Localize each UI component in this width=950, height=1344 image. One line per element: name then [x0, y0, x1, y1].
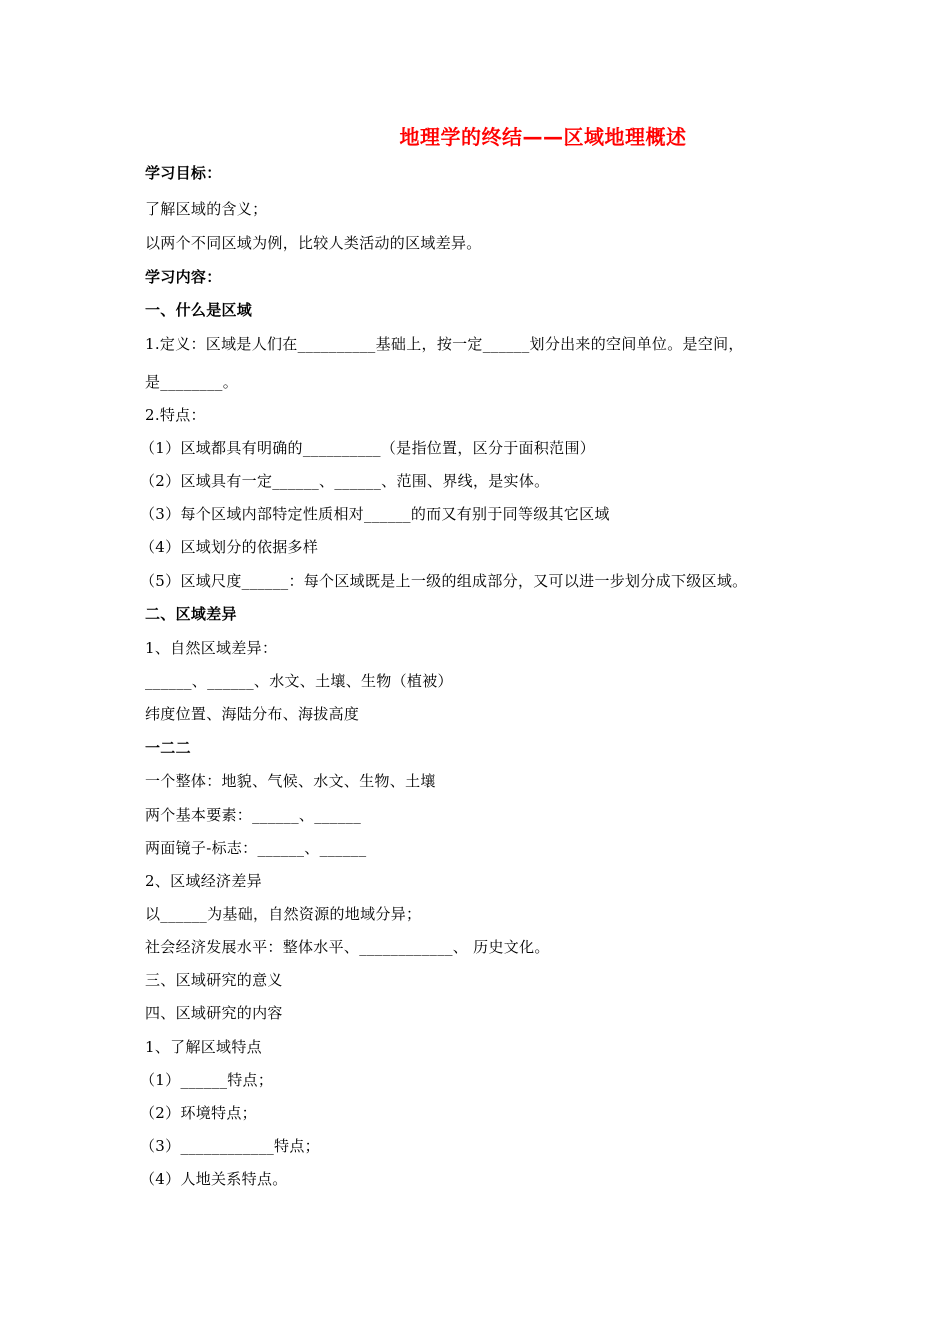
- text-line: 一二二: [145, 739, 191, 757]
- list-item: （4）区域划分的依据多样: [140, 538, 319, 556]
- text-line: 1.定义：区域是人们在__________基础上，按一定______划分出来的空间单位。是空间，: [145, 335, 744, 353]
- text-line: 四、区域研究的内容: [145, 1004, 283, 1022]
- text-line: 社会经济发展水平：整体水平、____________、 历史文化。: [145, 938, 550, 956]
- text-line: 2、区域经济差异: [145, 872, 262, 890]
- text-line: 两个基本要素：______、______: [145, 806, 362, 824]
- text-line: 2.特点：: [145, 406, 206, 424]
- list-item: （3）每个区域内部特定性质相对______的而又有别于同等级其它区域: [140, 505, 610, 523]
- text-line: 一个整体：地貌、气候、水文、生物、土壤: [145, 772, 436, 790]
- list-item: （4）人地关系特点。: [140, 1170, 288, 1188]
- text-line: 1、了解区域特点: [145, 1038, 262, 1056]
- list-item: （3）____________特点；: [140, 1137, 320, 1155]
- text-line: 是________。: [145, 373, 239, 391]
- text-line: 1、自然区域差异：: [145, 639, 278, 657]
- text-line: ______、______、水文、土壤、生物（植被）: [145, 672, 453, 690]
- text-line: 了解区域的含义；: [145, 200, 268, 218]
- list-item: （1）______特点；: [140, 1071, 274, 1089]
- text-line: 三、区域研究的意义: [145, 971, 283, 989]
- document-title: 地理学的终结——区域地理概述: [399, 125, 687, 149]
- text-line: 以两个不同区域为例，比较人类活动的区域差异。: [145, 234, 482, 252]
- section-heading-regional-differences: 二、区域差异: [145, 605, 237, 623]
- section-heading-objectives: 学习目标：: [145, 164, 222, 182]
- list-item: （1）区域都具有明确的__________（是指位置，区分于面积范围）: [140, 439, 596, 457]
- list-item: （2）区域具有一定______、______、范围、界线，是实体。: [140, 472, 550, 490]
- section-heading-content: 学习内容：: [145, 268, 222, 286]
- text-line: 两面镜子-标志：______、______: [145, 839, 367, 857]
- text-line: 纬度位置、海陆分布、海拔高度: [145, 705, 360, 723]
- list-item: （2）环境特点；: [140, 1104, 257, 1122]
- section-heading-what-is-region: 一、什么是区域: [145, 301, 253, 319]
- list-item: （5）区域尺度______：每个区域既是上一级的组成部分，又可以进一步划分成下级区域。: [140, 572, 748, 590]
- text-line: 以______为基础，自然资源的地域分异；: [145, 905, 422, 923]
